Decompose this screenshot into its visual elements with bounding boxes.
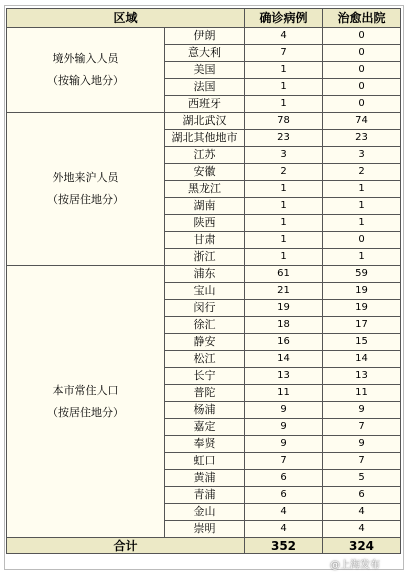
confirmed-cell: 9 (245, 419, 323, 436)
discharged-cell: 19 (323, 300, 401, 317)
discharged-cell: 13 (323, 368, 401, 385)
place-cell: 湖北其他地市 (165, 130, 245, 147)
confirmed-cell: 13 (245, 368, 323, 385)
discharged-cell: 1 (323, 215, 401, 232)
confirmed-cell: 78 (245, 113, 323, 130)
header-confirmed: 确诊病例 (245, 9, 323, 28)
confirmed-cell: 1 (245, 96, 323, 113)
confirmed-cell: 3 (245, 147, 323, 164)
discharged-cell: 0 (323, 28, 401, 45)
discharged-cell: 9 (323, 402, 401, 419)
place-cell: 法国 (165, 79, 245, 96)
place-cell: 意大利 (165, 45, 245, 62)
watermark: @上海发布 (330, 560, 380, 571)
total-discharged: 324 (323, 538, 401, 554)
confirmed-cell: 1 (245, 62, 323, 79)
place-cell: 静安 (165, 334, 245, 351)
place-cell: 普陀 (165, 385, 245, 402)
confirmed-cell: 4 (245, 521, 323, 538)
place-cell: 长宁 (165, 368, 245, 385)
confirmed-cell: 7 (245, 45, 323, 62)
table-row (7, 113, 401, 130)
region-group-title: 外地来沪人员 (52, 171, 119, 184)
discharged-cell: 9 (323, 436, 401, 453)
discharged-cell: 1 (323, 249, 401, 266)
discharged-cell: 7 (323, 453, 401, 470)
discharged-cell: 3 (323, 147, 401, 164)
place-cell: 安徽 (165, 164, 245, 181)
total-confirmed: 352 (245, 538, 323, 554)
place-cell: 松江 (165, 351, 245, 368)
place-cell: 美国 (165, 62, 245, 79)
confirmed-cell: 6 (245, 470, 323, 487)
place-cell: 嘉定 (165, 419, 245, 436)
confirmed-cell: 11 (245, 385, 323, 402)
place-cell: 金山 (165, 504, 245, 521)
discharged-cell: 4 (323, 504, 401, 521)
confirmed-cell: 1 (245, 198, 323, 215)
discharged-cell: 15 (323, 334, 401, 351)
discharged-cell: 5 (323, 470, 401, 487)
discharged-cell: 0 (323, 96, 401, 113)
confirmed-cell: 23 (245, 130, 323, 147)
confirmed-cell: 61 (245, 266, 323, 283)
confirmed-cell: 1 (245, 215, 323, 232)
discharged-cell: 14 (323, 351, 401, 368)
case-statistics-table (6, 8, 401, 554)
region-group-title: 境外输入人员 (52, 52, 119, 65)
place-cell: 徐汇 (165, 317, 245, 334)
discharged-cell: 4 (323, 521, 401, 538)
place-cell: 湖南 (165, 198, 245, 215)
confirmed-cell: 7 (245, 453, 323, 470)
confirmed-cell: 18 (245, 317, 323, 334)
discharged-cell: 59 (323, 266, 401, 283)
region-group-label (7, 113, 165, 266)
discharged-cell: 1 (323, 181, 401, 198)
place-cell: 江苏 (165, 147, 245, 164)
place-cell: 宝山 (165, 283, 245, 300)
region-group-label (7, 28, 165, 113)
discharged-cell: 17 (323, 317, 401, 334)
header-row (7, 9, 401, 28)
confirmed-cell: 9 (245, 402, 323, 419)
confirmed-cell: 6 (245, 487, 323, 504)
place-cell: 青浦 (165, 487, 245, 504)
confirmed-cell: 21 (245, 283, 323, 300)
confirmed-cell: 14 (245, 351, 323, 368)
header-region: 区域 (7, 9, 245, 28)
discharged-cell: 7 (323, 419, 401, 436)
discharged-cell: 1 (323, 198, 401, 215)
total-label: 合计 (7, 538, 245, 554)
place-cell: 陕西 (165, 215, 245, 232)
confirmed-cell: 16 (245, 334, 323, 351)
confirmed-cell: 2 (245, 164, 323, 181)
place-cell: 崇明 (165, 521, 245, 538)
discharged-cell: 2 (323, 164, 401, 181)
confirmed-cell: 9 (245, 436, 323, 453)
discharged-cell: 19 (323, 283, 401, 300)
discharged-cell: 6 (323, 487, 401, 504)
table-row (7, 28, 401, 45)
confirmed-cell: 1 (245, 79, 323, 96)
discharged-cell: 0 (323, 62, 401, 79)
place-cell: 奉贤 (165, 436, 245, 453)
place-cell: 湖北武汉 (165, 113, 245, 130)
discharged-cell: 74 (323, 113, 401, 130)
region-group-subtitle: （按居住地分） (47, 405, 124, 419)
place-cell: 甘肃 (165, 232, 245, 249)
confirmed-cell: 1 (245, 232, 323, 249)
region-group-subtitle: （按居住地分） (47, 193, 124, 206)
place-cell: 浙江 (165, 249, 245, 266)
place-cell: 伊朗 (165, 28, 245, 45)
region-group-title: 本市常住人口 (52, 383, 119, 397)
discharged-cell: 0 (323, 45, 401, 62)
table-row (7, 266, 401, 283)
place-cell: 杨浦 (165, 402, 245, 419)
region-group-label (7, 266, 165, 538)
place-cell: 黄浦 (165, 470, 245, 487)
region-group-subtitle: （按输入地分） (47, 74, 124, 87)
place-cell: 闵行 (165, 300, 245, 317)
total-row (7, 538, 401, 554)
confirmed-cell: 4 (245, 28, 323, 45)
confirmed-cell: 1 (245, 181, 323, 198)
place-cell: 虹口 (165, 453, 245, 470)
discharged-cell: 23 (323, 130, 401, 147)
place-cell: 浦东 (165, 266, 245, 283)
place-cell: 西班牙 (165, 96, 245, 113)
header-discharged: 治愈出院 (323, 9, 401, 28)
discharged-cell: 11 (323, 385, 401, 402)
confirmed-cell: 4 (245, 504, 323, 521)
confirmed-cell: 1 (245, 249, 323, 266)
discharged-cell: 0 (323, 232, 401, 249)
table-body (7, 28, 401, 538)
confirmed-cell: 19 (245, 300, 323, 317)
discharged-cell: 0 (323, 79, 401, 96)
place-cell: 黑龙江 (165, 181, 245, 198)
